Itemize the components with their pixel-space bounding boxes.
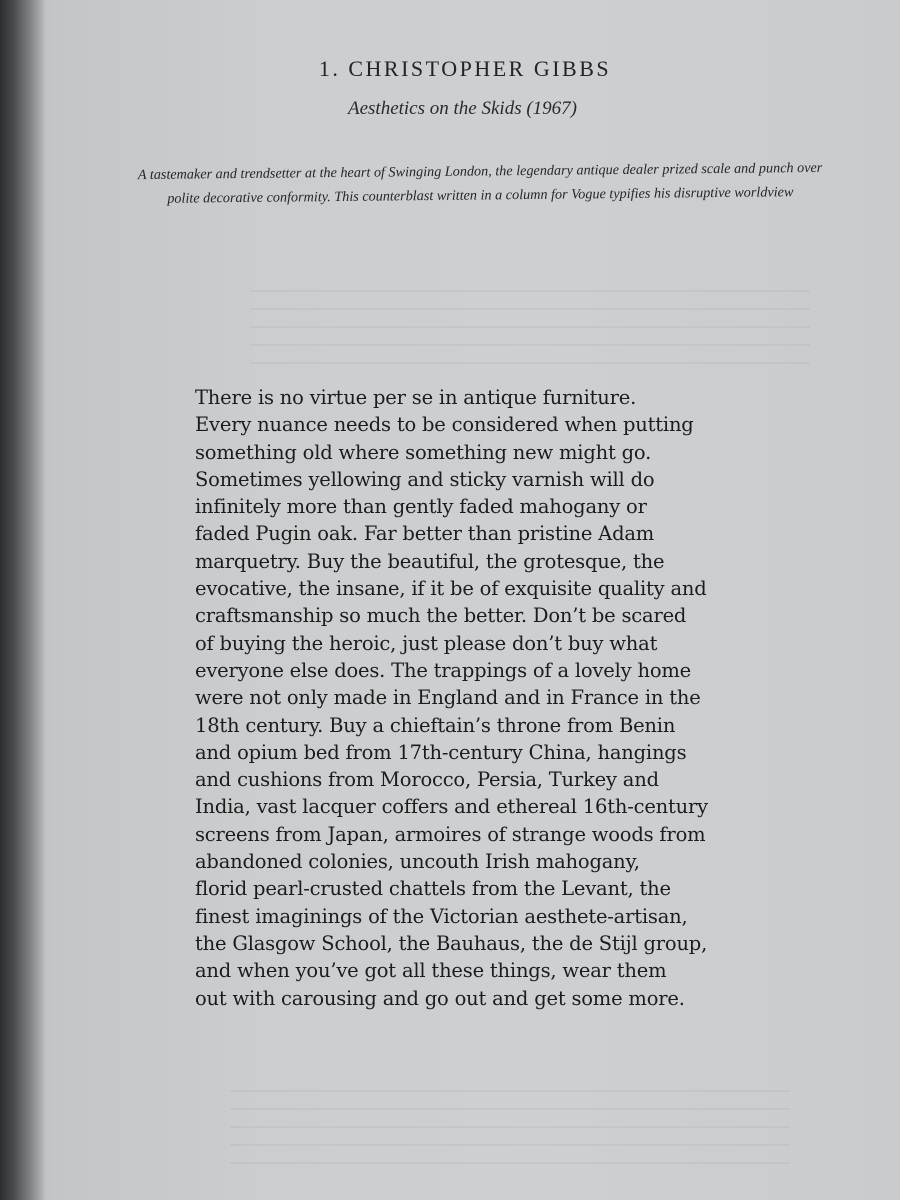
body-line: craftsmanship so much the better. Don’t be scared	[195, 604, 687, 628]
show-through-text	[250, 290, 810, 380]
body-line: evocative, the insane, if it be of exquisite quality and	[195, 577, 707, 601]
body-line: everyone else does. The trappings of a lovely home	[195, 658, 691, 682]
body-line: were not only made in England and in France in the	[195, 686, 701, 710]
spine-shadow	[0, 0, 46, 1200]
body-line: 18th century. Buy a chieftain’s throne from Benin	[195, 713, 676, 737]
body-line: Sometimes yellowing and sticky varnish will do	[195, 467, 655, 491]
body-line: There is no virtue per se in antique furniture.	[195, 386, 637, 409]
body-line: screens from Japan, armoires of strange woods from	[195, 822, 706, 846]
body-line: marquetry. Buy the beautiful, the grotesque, the	[195, 549, 665, 573]
show-through-text-bottom	[230, 1090, 790, 1170]
body-text	[195, 384, 755, 1012]
chapter-subtitle: Aesthetics on the Skids (1967)	[347, 98, 577, 119]
standfirst-line: A tastemaker and trendsetter at the heart of Swinging London, the legendary antique dealer prized scale and punch over	[137, 159, 823, 184]
body-line: and opium bed from 17th-century China, hangings	[195, 740, 687, 764]
body-line: India, vast lacquer coffers and ethereal 16th-century	[195, 795, 708, 819]
standfirst-line: polite decorative conformity. This counterblast written in a column for Vogue typifies his disruptive worldview	[167, 184, 794, 207]
body-line: florid pearl-crusted chattels from the Levant, the	[195, 877, 671, 901]
body-line: something old where something new might go.	[195, 440, 652, 464]
body-line: of buying the heroic, just please don’t buy what	[195, 631, 658, 655]
standfirst	[50, 155, 900, 212]
body-line: and cushions from Morocco, Persia, Turkey and	[195, 768, 659, 792]
body-line: the Glasgow School, the Bauhaus, the de Stijl group,	[195, 931, 708, 955]
chapter-heading: 1. CHRISTOPHER GIBBS	[318, 56, 612, 81]
body-line: infinitely more than gently faded mahogany or	[195, 495, 647, 519]
body-line: finest imaginings of the Victorian aesthete-artisan,	[195, 904, 688, 928]
body-line: out with carousing and go out and get some more.	[195, 986, 685, 1010]
body-line: and when you’ve got all these things, wear them	[195, 959, 667, 983]
body-line: abandoned colonies, uncouth Irish mahogany,	[195, 850, 640, 874]
body-line: faded Pugin oak. Far better than pristine Adam	[195, 522, 655, 546]
body-line: Every nuance needs to be considered when putting	[195, 413, 694, 437]
